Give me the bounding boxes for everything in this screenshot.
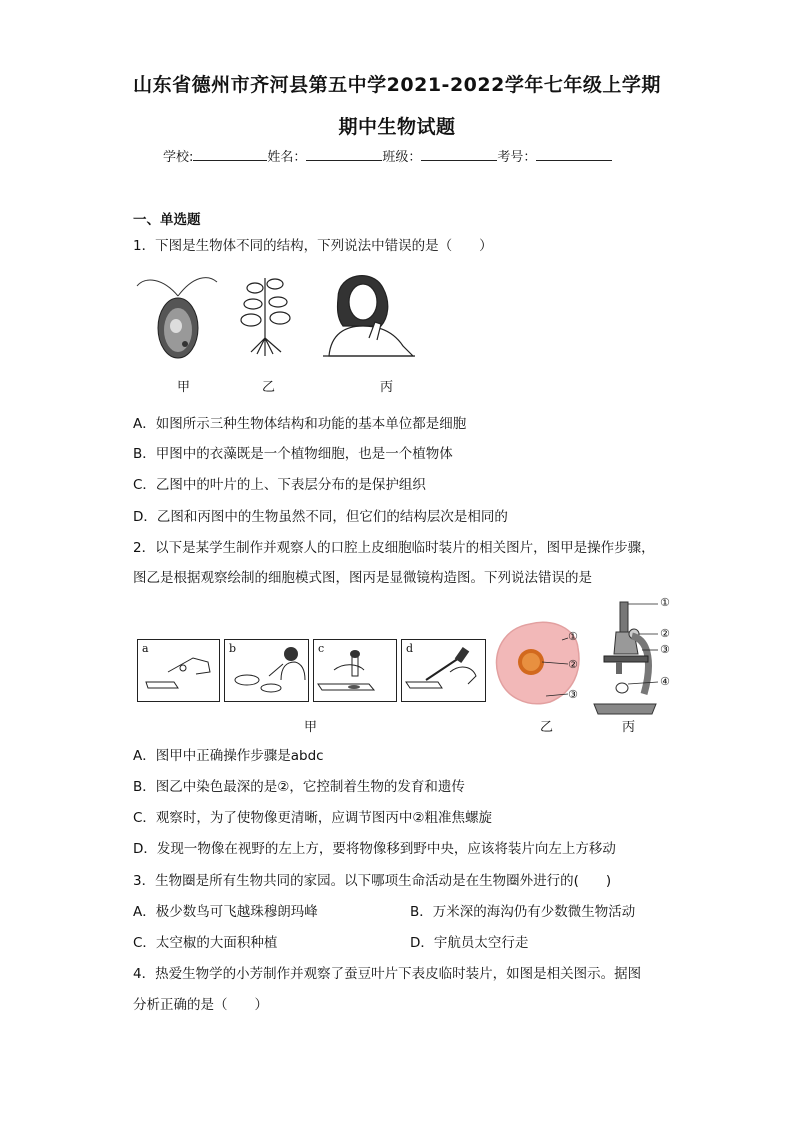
q1-caption-jia: 甲 [177,380,191,395]
name-label: 姓名： [267,150,307,165]
class-label: 班级： [382,150,422,165]
cell-label-1: ① [568,630,578,643]
mirror [616,683,628,693]
q1-caption-yi: 乙 [262,380,276,395]
q1-caption-bing: 丙 [380,380,394,395]
q3-option-c[interactable]: C．太空椒的大面积种植 [133,935,278,951]
q2-option-b[interactable]: B．图乙中染色最深的是②，它控制着生物的发育和遗传 [133,779,465,795]
student-info-row [163,146,612,165]
scope-label-3: ③ [660,643,670,656]
q1-figure [133,268,423,364]
eyepiece-tube [620,602,628,632]
exam-no-label: 考号： [497,150,537,165]
stage [604,656,648,662]
q3-stem: 3．生物圈是所有生物共同的家园。以下哪项生命活动是在生物圈外进行的( ) [133,873,612,889]
exam-no-blank[interactable] [536,146,612,161]
chlamydomonas-illustration [137,278,217,358]
q2-panel-c: c [313,639,397,702]
q1-option-b[interactable]: B．甲图中的衣藻既是一个植物细胞，也是一个植物体 [133,446,453,462]
q2-panel-a: a [137,639,220,702]
q3-option-b[interactable]: B．万米深的海沟仍有少数微生物活动 [410,904,636,920]
q3-option-d[interactable]: D．宇航员太空行走 [410,935,529,951]
q2-microscope-diagram [586,596,666,716]
school-label: 学校: [163,150,194,165]
microscope-base [594,704,656,714]
scope-label-1: ① [660,596,670,609]
q2-panel-b: b [224,639,309,702]
school-blank[interactable] [193,146,267,161]
exam-title-line1: 山东省德州市齐河县第五中学2021-2022学年七年级上学期 [133,74,661,96]
q2-stem-line2: 图乙是根据观察绘制的细胞模式图，图丙是显微镜构造图。下列说法错误的是 [133,570,592,586]
q2-panel-d: d [401,639,486,702]
exam-title-line2: 期中生物试题 [338,116,456,138]
class-blank[interactable] [421,146,497,161]
q4-stem-line1: 4．热爱生物学的小芳制作并观察了蚕豆叶片下表皮临时装片，如图是相关图示。据图 [133,966,642,982]
scope-label-4: ④ [660,675,670,688]
cell-label-3: ③ [568,688,578,701]
q1-option-a[interactable]: A．如图所示三种生物体结构和功能的基本单位都是细胞 [133,416,467,432]
section-heading-single-choice: 一、单选题 [133,212,201,228]
q2-caption-jia: 甲 [304,720,318,735]
name-blank[interactable] [306,146,382,161]
q1-stem: 1．下图是生物体不同的结构，下列说法中错误的是（ ） [133,238,493,254]
q1-option-c[interactable]: C．乙图中的叶片的上、下表层分布的是保护组织 [133,477,426,493]
q1-option-d[interactable]: D．乙图和丙图中的生物虽然不同，但它们的结构层次是相同的 [133,509,508,525]
q2-option-d[interactable]: D．发现一物像在视野的左上方，要将物像移到野中央，应该将装片向左上方移动 [133,841,616,857]
q3-option-a[interactable]: A．极少数鸟可飞越珠穆朗玛峰 [133,904,318,920]
q2-stem-line1: 2．以下是某学生制作并观察人的口腔上皮细胞临时装片的相关图片，图甲是操作步骤， [133,540,655,556]
plant-illustration [241,278,290,356]
scope-label-2: ② [660,627,670,640]
girl-illustration [323,276,415,356]
q2-caption-bing: 丙 [622,720,636,735]
q2-option-a[interactable]: A．图甲中正确操作步骤是abdc [133,748,324,764]
q2-option-c[interactable]: C．观察时，为了使物像更清晰，应调节图丙中②粗准焦螺旋 [133,810,493,826]
q4-stem-line2: 分析正确的是（ ） [133,997,268,1013]
cell-label-2: ② [568,658,578,671]
q2-caption-yi: 乙 [540,720,554,735]
